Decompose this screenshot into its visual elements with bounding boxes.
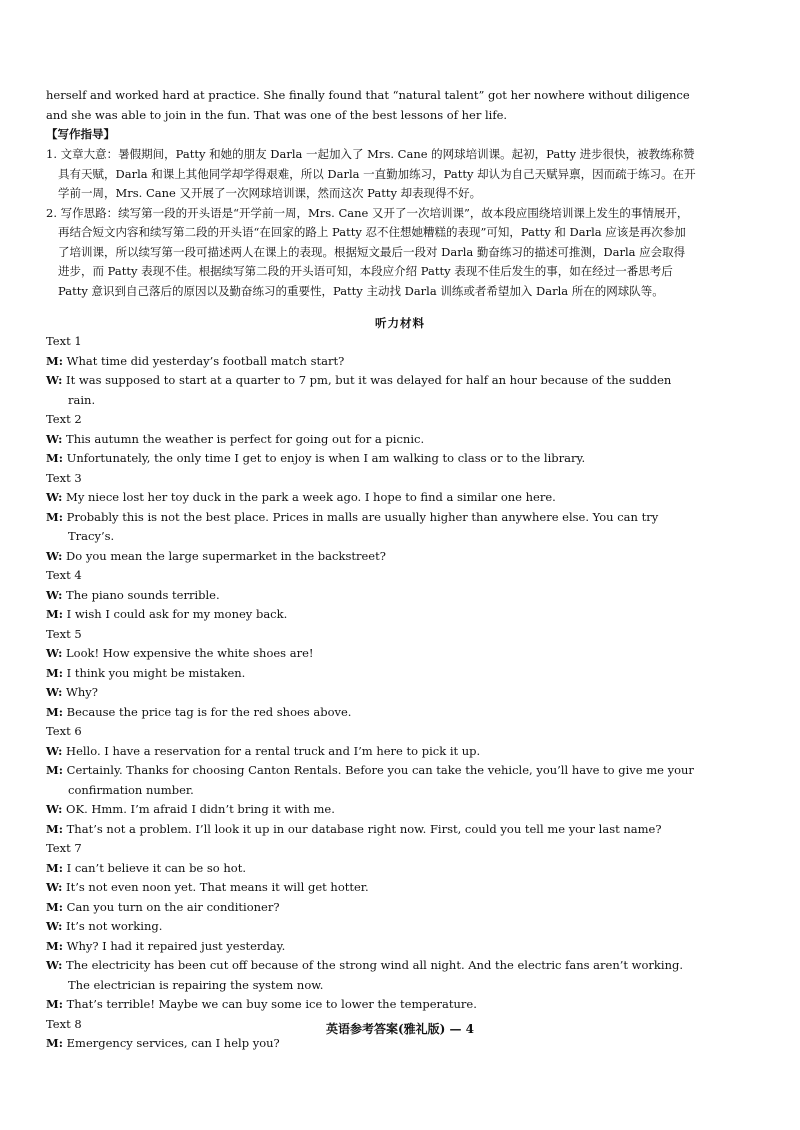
dialogue-text: Emergency services, can I help you? <box>66 1036 280 1050</box>
text-label: Text 3 <box>46 470 82 485</box>
speaker-label: W: <box>46 802 63 816</box>
speaker-label: W: <box>46 880 63 894</box>
dialogue-line <box>46 937 696 957</box>
dialogue-text: What time did yesterday’s football match start? <box>66 353 345 368</box>
dialogue-text: It’s not even noon yet. That means it will get hotter. <box>66 880 369 894</box>
speaker-label: W: <box>46 431 63 446</box>
text-label: Text 5 <box>46 626 82 641</box>
dialogue-line <box>46 898 696 918</box>
dialogue-line <box>46 449 696 469</box>
text-label: Text 4 <box>46 568 82 582</box>
dialogue-text: My niece lost her toy duck in the park a week ago. I hope to find a similar one here. <box>66 490 556 504</box>
dialogue-line <box>46 917 696 937</box>
dialogue-line <box>46 508 696 547</box>
dialogue-line <box>46 820 696 840</box>
dialogue-text: Do you mean the large supermarket in the backstreet? <box>66 548 386 563</box>
dialogue-line <box>46 644 696 664</box>
dialogue-line <box>46 995 696 1015</box>
dialogue-text: This autumn the weather is perfect for going out for a picnic. <box>66 431 425 446</box>
dialogue-line <box>46 683 696 703</box>
dialogue-text: The piano sounds terrible. <box>66 587 220 602</box>
dialogue-line <box>46 859 696 879</box>
dialogue-text: That’s terrible! Maybe we can buy some ice to lower the temperature. <box>66 997 477 1011</box>
dialogue-line <box>46 703 696 723</box>
dialogue-text: The electricity has been cut off because of the strong wind all night. And the electric fans aren’t working. The electrician is repairing the system now. <box>66 958 684 992</box>
listening-section-title: 听力材料 <box>375 316 425 330</box>
dialogue-line <box>46 488 696 508</box>
speaker-label: W: <box>46 958 63 972</box>
dialogue-text: OK. Hmm. I’m afraid I didn’t bring it with me. <box>66 802 335 816</box>
dialogue-line <box>46 800 696 820</box>
dialogue-line <box>46 878 696 898</box>
dialogue-line <box>46 547 696 567</box>
speaker-label: M: <box>46 665 63 680</box>
dialogue-line <box>46 664 696 684</box>
dialogue-text: Unfortunately, the only time I get to enjoy is when I am walking to class or to the library. <box>66 451 586 465</box>
dialogue-line <box>46 761 696 800</box>
speaker-label: M: <box>46 860 63 875</box>
text-label: Text 1 <box>46 334 82 348</box>
dialogue-line <box>46 371 696 410</box>
dialogue-line <box>46 586 696 606</box>
speaker-label: W: <box>46 685 63 699</box>
speaker-label: W: <box>46 646 63 660</box>
passage-ending-paragraph: herself and worked hard at practice. She finally found that “natural talent” got her nowhere without diligence and she was able to join in the fun. That was one of the best lessons of her life. <box>46 88 690 122</box>
writing-guide-item-1: 1. 文章大意：暑假期间，Patty 和她的朋友 Darla 一起加入了 Mrs. Cane 的网球培训课。起初，Patty 进步很快，被教练称赞具有天赋，Darla 和课上其他同学却学得艰难，所以 Darla 一直勤加练习，Patty 却认为自己天赋异禀，因而疏于练习。在开学前一周，Mrs. Cane 又开展了一次网球培训课，然而这次 Patty 却表现得不好。 <box>46 147 696 200</box>
text-label: Text 7 <box>46 841 82 855</box>
speaker-label: W: <box>46 743 63 758</box>
speaker-label: M: <box>46 997 63 1011</box>
text-label: Text 6 <box>46 724 82 738</box>
speaker-label: W: <box>46 490 63 504</box>
speaker-label: M: <box>46 607 63 621</box>
speaker-label: W: <box>46 587 63 602</box>
dialogue-text: That’s not a problem. I’ll look it up in our database right now. First, could you tell me your last name? <box>66 821 662 836</box>
dialogue-text: Certainly. Thanks for choosing Canton Rentals. Before you can take the vehicle, you’ll have to give me your confirmation number. <box>66 763 694 797</box>
speaker-label: M: <box>46 451 63 465</box>
speaker-label: M: <box>46 1036 63 1050</box>
dialogue-line <box>46 742 696 762</box>
dialogue-text: Can you turn on the air conditioner? <box>66 899 280 914</box>
page-footer: 英语参考答案(雅礼版) — 4 <box>325 1022 475 1036</box>
dialogue-text: Hello. I have a reservation for a rental truck and I’m here to pick it up. <box>66 743 481 758</box>
dialogue-text: I can’t believe it can be so hot. <box>66 860 246 875</box>
speaker-label: M: <box>46 938 63 953</box>
speaker-label: M: <box>46 704 63 719</box>
writing-guide-item-2: 2. 写作思路：续写第一段的开头语是“开学前一周，Mrs. Cane 又开了一次培训课”，故本段应围绕培训课上发生的事情展开，再结合短文内容和续写第二段的开头语“在回家的路上 Patty 忍不住想她糟糕的表现”可知，Patty 和 Darla 应该是再次参加了培训课，所以续写第一段可描述两人在课上的表现。根据短文最后一段对 Darla 勤奋练习的描述可推测，Darla 应会取得进步，而 Patty 表现不佳。根据续写第二段的开头语可知，本段应介绍 Patty 表现不佳后发生的事，如在经过一番思考后 Patty 意识到自己落后的原因以及勤奋练习的重要性，Patty 主动找 Darla 训练或者希望加入 Darla 所在的网球队等。 <box>46 205 689 298</box>
dialogue-text: I wish I could ask for my money back. <box>66 607 288 621</box>
text-label: Text 8 <box>46 1016 82 1031</box>
dialogue-line <box>46 430 696 450</box>
speaker-label: M: <box>46 763 63 777</box>
dialogue-line <box>46 352 696 372</box>
dialogue-text: It’s not working. <box>66 919 163 933</box>
speaker-label: W: <box>46 919 63 933</box>
writing-guide <box>46 145 696 301</box>
speaker-label: W: <box>46 373 63 387</box>
speaker-label: M: <box>46 899 63 914</box>
speaker-label: M: <box>46 821 63 836</box>
dialogue-text: I think you might be mistaken. <box>66 665 246 680</box>
dialogue-text: Why? <box>66 685 98 699</box>
dialogue-text: Probably this is not the best place. Prices in malls are usually higher than anywhere else. You can try Tracy’s. <box>66 509 659 543</box>
dialogue-text: Because the price tag is for the red shoes above. <box>66 704 352 719</box>
speaker-label: M: <box>46 353 63 368</box>
dialogue-text: It was supposed to start at a quarter to 7 pm, but it was delayed for half an hour because of the sudden rain. <box>66 373 672 407</box>
dialogue-text: Why? I had it repaired just yesterday. <box>66 938 286 953</box>
writing-guide-heading: 【写作指导】 <box>46 127 115 141</box>
dialogue-line <box>46 605 696 625</box>
dialogue-text: Look! How expensive the white shoes are! <box>66 646 314 660</box>
text-label: Text 2 <box>46 412 82 426</box>
dialogue-line <box>46 956 696 995</box>
speaker-label: W: <box>46 548 63 563</box>
listening-transcript <box>46 332 696 1054</box>
speaker-label: M: <box>46 509 63 524</box>
